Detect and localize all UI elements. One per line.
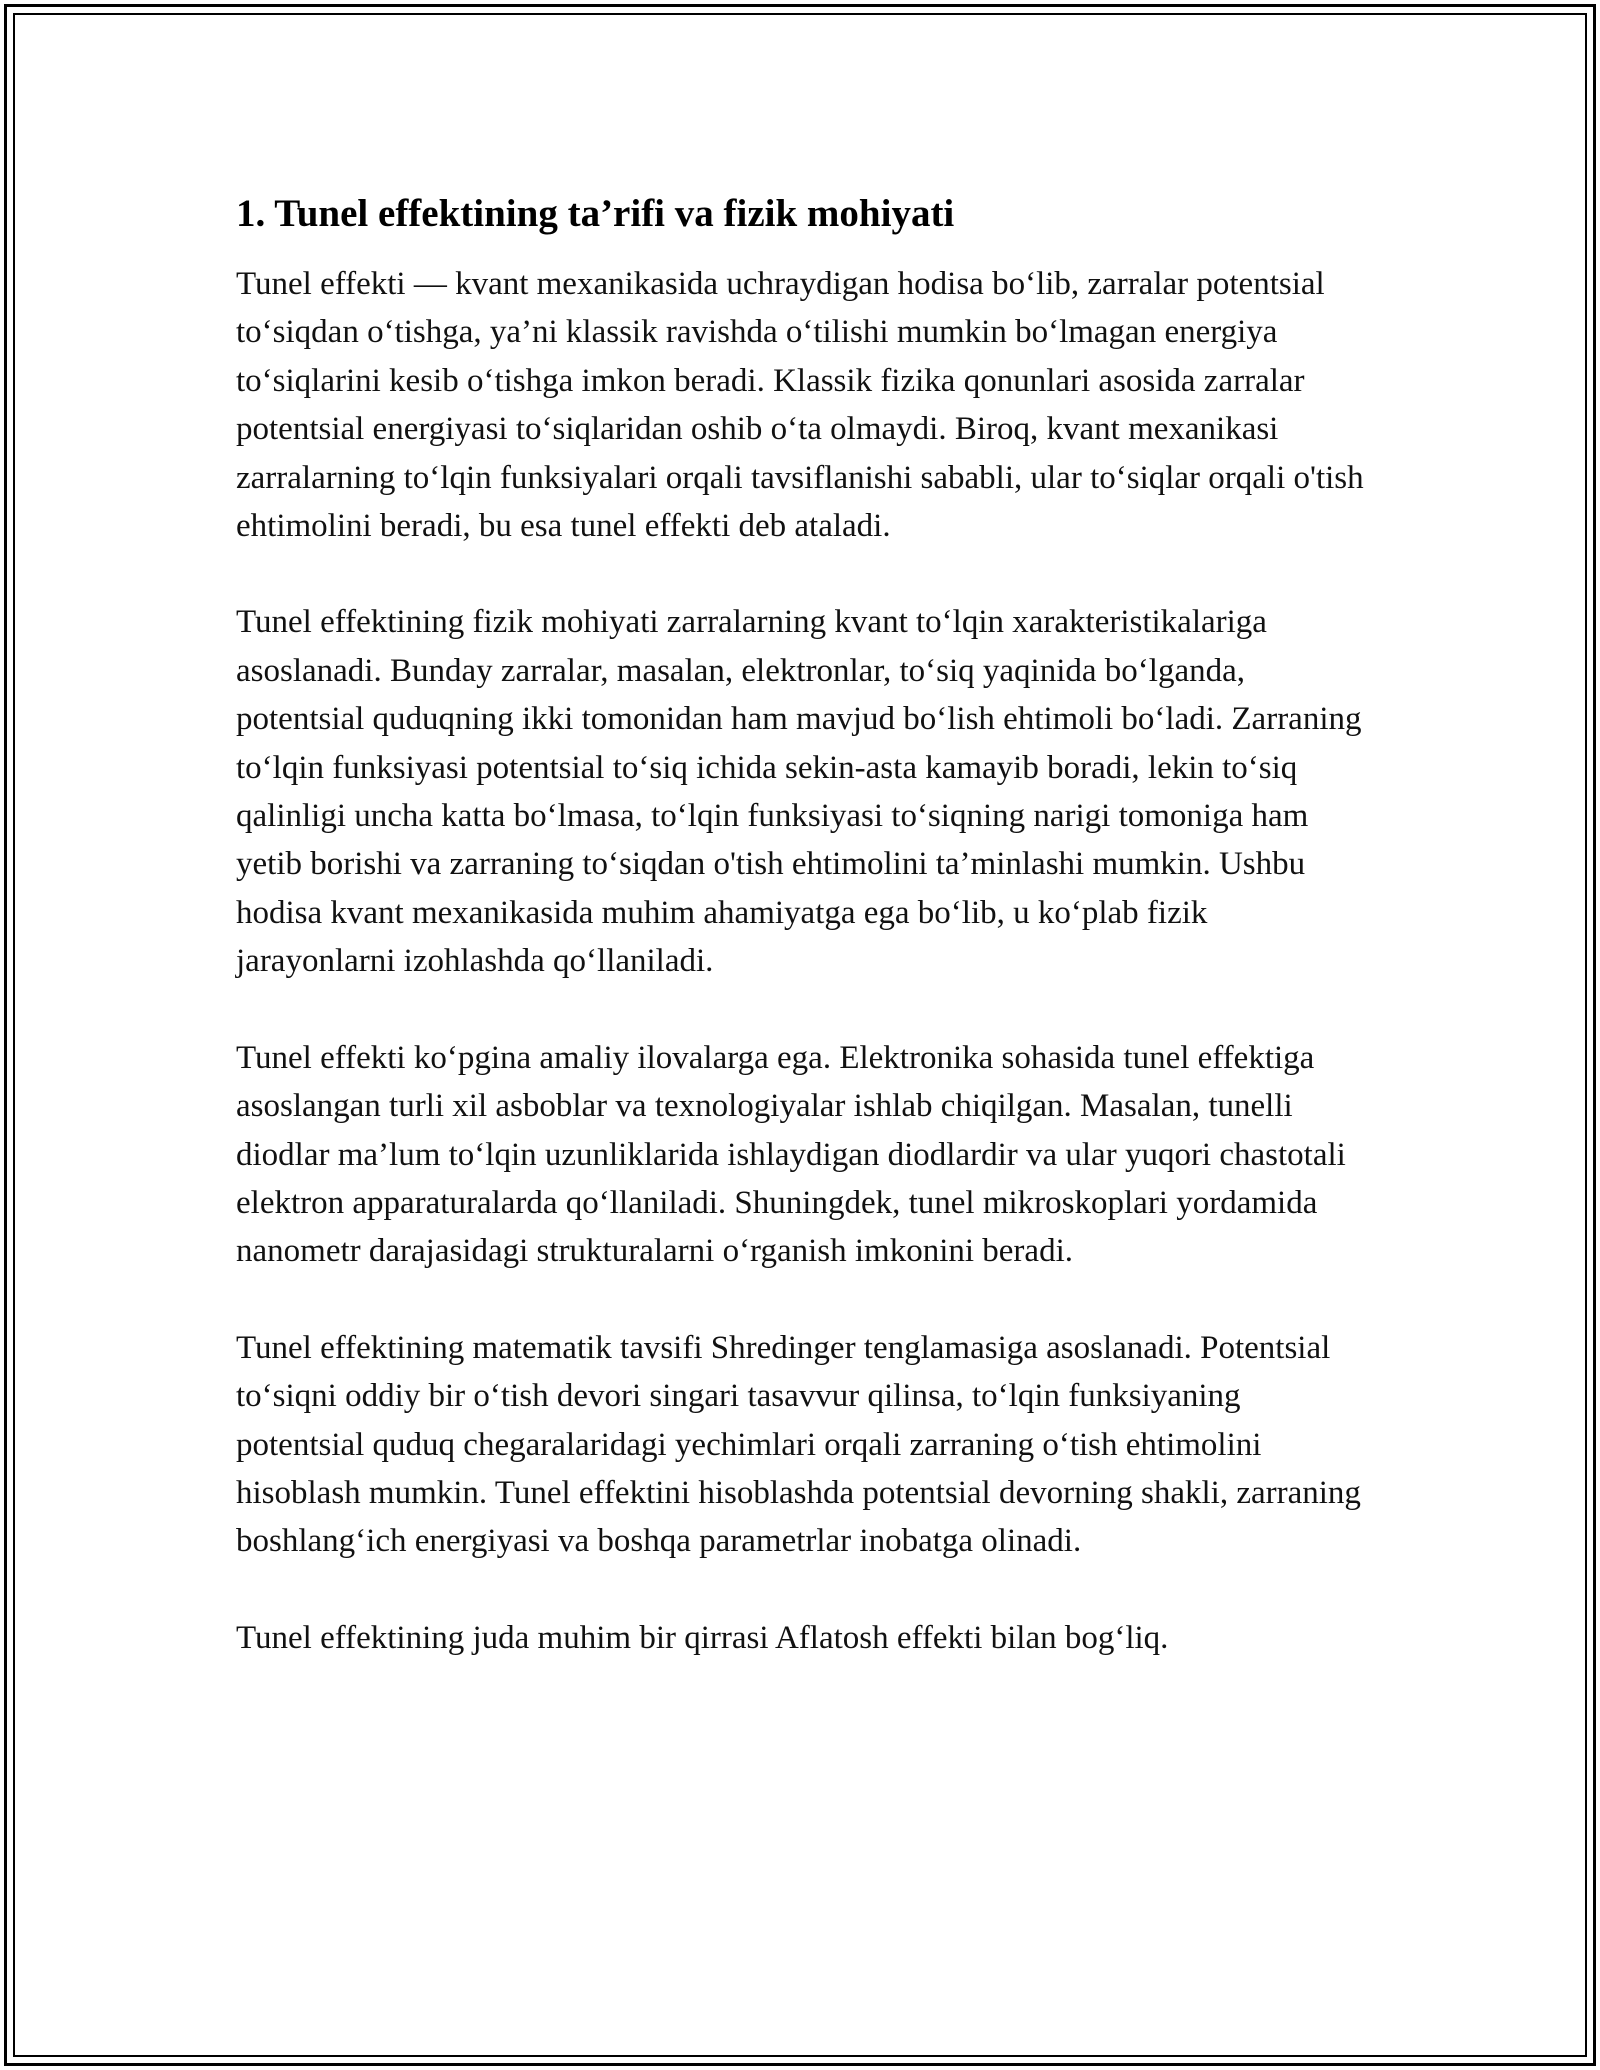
paragraph-definition: Tunel effekti — kvant mexanikasida uchraydigan hodisa bo‘lib, zarralar potentsial to‘siqdan o‘tishga, ya’ni klassik ravishda o‘tilishi mumkin bo‘lmagan energiya to‘siqlarini kesib o‘tishga imkon beradi. Klassik fizika qonunlari asosida zarralar potentsial energiyasi to‘siqlaridan oshib o‘ta olmaydi. Biroq, kvant mexanikasi zarralarning to‘lqin funksiyalari orqali tavsiflanishi sababli, ular to‘siqlar orqali o'tish ehtimolini beradi, bu esa tunel effekti deb ataladi. xyxy=(236,266,1364,545)
paragraph-applications: Tunel effekti ko‘pgina amaliy ilovalarga ega. Elektronika sohasida tunel effektiga asoslangan turli xil asboblar va texnologiyalar ishlab chiqilgan. Masalan, tunelli diodlar ma’lum to‘lqin uzunliklarida ishlaydigan diodlardir va ular yuqori chastotali elektron apparaturalarda qo‘llaniladi. Shuningdek, tunel mikroskoplari yordamida nanometr darajasidagi strukturalarni o‘rganish imkonini beradi. xyxy=(236,1039,1346,1270)
paragraph-mathematical-description: Tunel effektining matematik tavsifi Shredinger tenglamasiga asoslanadi. Potentsial to‘siqni oddiy bir o‘tish devori singari tasavvur qilinsa, to‘lqin funksiyaning potentsial quduq chegaralaridagi yechimlari orqali zarraning o‘tish ehtimolini hisoblash mumkin. Tunel effektini hisoblashda potentsial devorning shakli, zarraning boshlang‘ich energiyasi va boshqa parametrlar inobatga olinadi. xyxy=(236,1329,1361,1560)
section-heading: 1. Tunel effektining ta’rifi va fizik mohiyati xyxy=(236,192,955,235)
paragraph-closing: Tunel effektining juda muhim bir qirrasi Aflatosh effekti bilan bog‘liq. xyxy=(236,1619,1169,1656)
paragraph-physical-essence: Tunel effektining fizik mohiyati zarralarning kvant to‘lqin xarakteristikalariga asoslanadi. Bunday zarralar, masalan, elektronlar, to‘siq yaqinida bo‘lganda, potentsial quduqning ikki tomonidan ham mavjud bo‘lish ehtimoli bo‘ladi. Zarraning to‘lqin funksiyasi potentsial to‘siq ichida sekin-asta kamayib boradi, lekin to‘siq qalinligi uncha katta bo‘lmasa, to‘lqin funksiyasi to‘siqning narigi tomoniga ham yetib borishi va zarraning to‘siqdan o'tish ehtimolini ta’minlashi mumkin. Ushbu hodisa kvant mexanikasida muhim ahamiyatga ega bo‘lib, u ko‘plab fizik jarayonlarni izohlashda qo‘llaniladi. xyxy=(236,604,1362,980)
document-content xyxy=(236,188,1366,1710)
